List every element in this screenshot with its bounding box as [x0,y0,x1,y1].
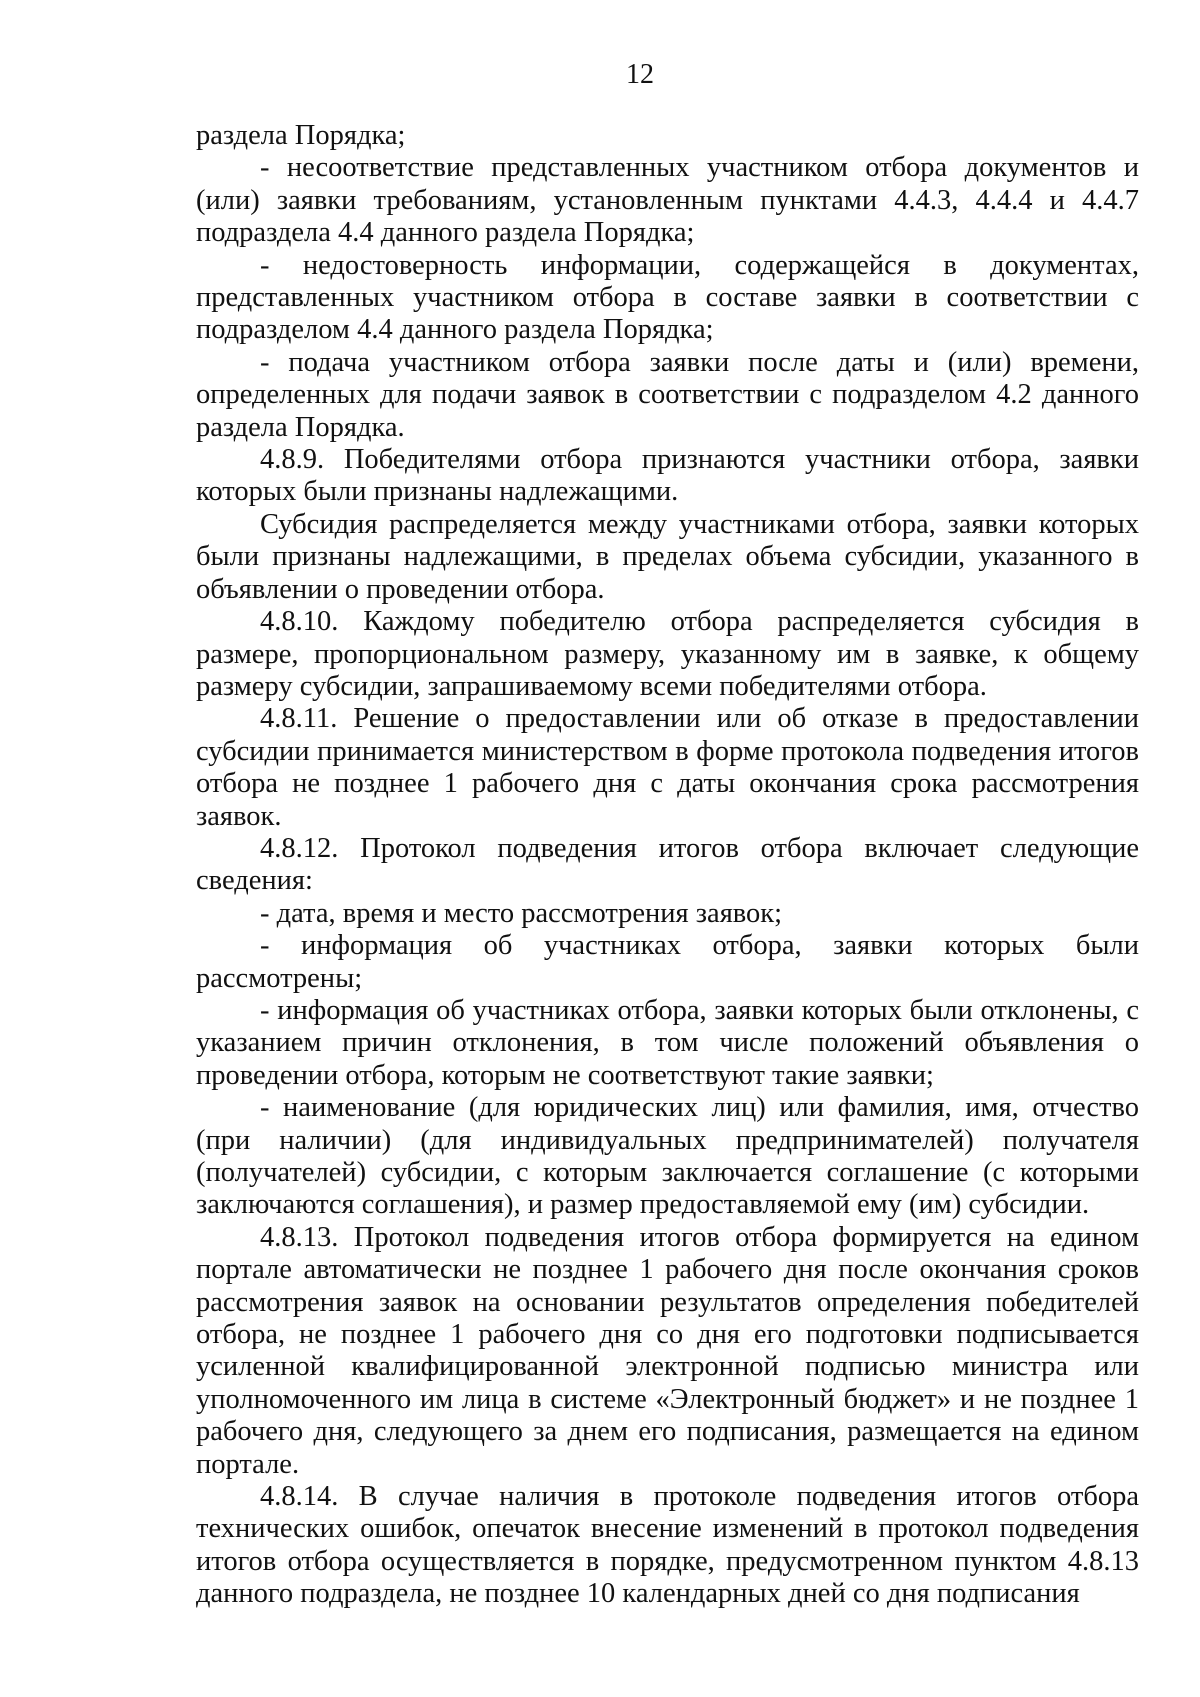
list-item-rejected-participants: - информация об участниках отбора, заявки которых были отклонены, с указанием причин отклонения, в том числе положений объявления о проведении отбора, которым не соответствуют такие заявки; [196,994,1139,1091]
list-item-inaccuracy: - недостоверность информации, содержащейся в документах, представленных участником отбора в составе заявки в соответствии с подразделом 4.4 данного раздела Порядка; [196,249,1139,346]
clause-4-8-13: 4.8.13. Протокол подведения итогов отбора формируется на едином портале автоматически не позднее 1 рабочего дня после окончания сроков рассмотрения заявок на основании результатов определения победителей отбора, не позднее 1 рабочего дня со дня его подготовки подписывается усиленной квалифицированной электронной подписью министра или уполномоченного им лица в системе «Электронный бюджет» и не позднее 1 рабочего дня, следующего за днем его подписания, размещается на едином портале. [196,1221,1139,1480]
paragraph-subsidy-distribution: Субсидия распределяется между участниками отбора, заявки которых были признаны надлежащими, в пределах объема субсидии, указанного в объявлении о проведении отбора. [196,508,1139,605]
list-item-reviewed-participants: - информация об участниках отбора, заявки которых были рассмотрены; [196,930,1139,994]
list-item-date-time-place: - дата, время и место рассмотрения заявок; [260,897,783,929]
clause-4-8-10: 4.8.10. Каждому победителю отбора распределяется субсидия в размере, пропорциональном размеру, указанному им в заявке, к общему размеру субсидии, запрашиваемому всеми победителями отбора. [196,606,1139,702]
clause-4-8-9: 4.8.9. Победителями отбора признаются участники отбора, заявки которых были признаны надлежащими. [196,444,1139,508]
document-body [196,120,1139,1611]
page-number: 12 [626,59,654,90]
list-item-noncompliance: - несоответствие представленных участником отбора документов и (или) заявки требованиям, установленным пунктами 4.4.3, 4.4.4 и 4.4.7 подраздела 4.4 данного раздела Порядка; [196,152,1139,249]
clause-4-8-12: 4.8.12. Протокол подведения итогов отбора включает следующие сведения: [196,832,1139,897]
clause-4-8-14: 4.8.14. В случае наличия в протоколе подведения итогов отбора технических ошибок, опечаток внесение изменений в протокол подведения итогов отбора осуществляется в порядке, предусмотренном пунктом 4.8.13 данного подраздела, не позднее 10 календарных дней со дня подписания [196,1481,1139,1610]
list-item-late-submission: - подача участником отбора заявки после даты и (или) времени, определенных для подачи заявок в соответствии с подразделом 4.2 данного раздела Порядка. [196,346,1139,443]
clause-4-8-11: 4.8.11. Решение о предоставлении или об отказе в предоставлении субсидии принимается министерством в форме протокола подведения итогов отбора не позднее 1 рабочего дня с даты окончания срока рассмотрения заявок. [196,703,1139,832]
paragraph-continuation: раздела Порядка; [196,120,406,151]
list-item-recipient-name: - наименование (для юридических лиц) или фамилия, имя, отчество (при наличии) (для индивидуальных предпринимателей) получателя (получателей) субсидии, с которым заключается соглашение (с которыми заключаются соглашения), и размер предоставляемой ему (им) субсидии. [196,1092,1139,1221]
